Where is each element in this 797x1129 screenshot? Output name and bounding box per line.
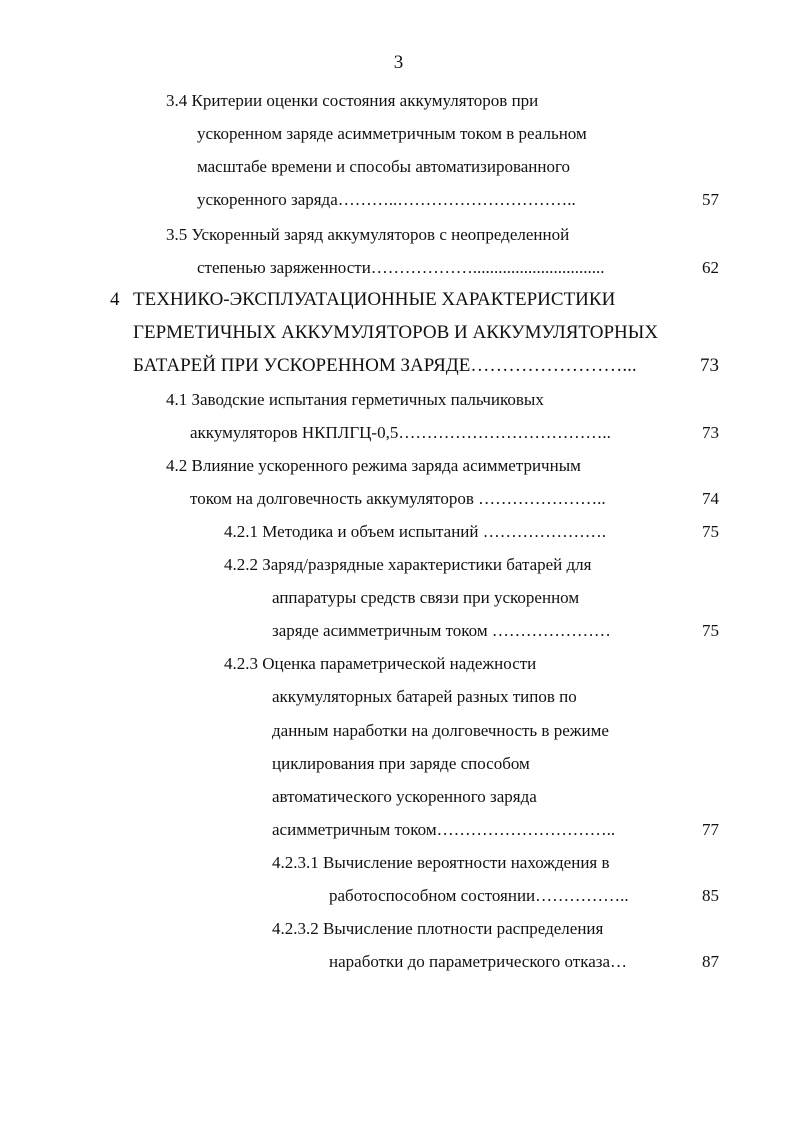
toc-line: циклирования при заряде способом	[272, 754, 530, 773]
toc-page-number: 73	[700, 355, 719, 376]
toc-page-number: 75	[702, 522, 719, 541]
toc-line: степенью заряженности………………...............................	[197, 258, 605, 277]
toc-line: 4.2.2 Заряд/разрядные характеристики батарей для	[224, 555, 592, 574]
toc-line: автоматического ускоренного заряда	[272, 787, 537, 806]
toc-line: 4.2.1 Методика и объем испытаний ………………….	[224, 522, 607, 541]
page-number: 3	[393, 52, 404, 73]
toc-line: 3.4 Критерии оценки состояния аккумуляторов при	[166, 91, 539, 110]
toc-page-number: 62	[702, 258, 719, 277]
toc-line: ГЕРМЕТИЧНЫХ АККУМУЛЯТОРОВ И АККУМУЛЯТОРНЫХ	[133, 322, 659, 343]
toc-line: аппаратуры средств связи при ускоренном	[272, 588, 580, 607]
toc-page-number: 77	[702, 820, 719, 839]
toc-line: ускоренного заряда………..…………………………..	[197, 190, 576, 209]
toc-page-number: 57	[702, 190, 719, 209]
toc-page-number: 85	[702, 886, 719, 905]
toc-line: наработки до параметрического отказа…	[329, 952, 628, 971]
toc-page-number: 87	[702, 952, 719, 971]
toc-line: током на долговечность аккумуляторов …………………..	[190, 489, 606, 508]
toc-line: заряде асимметричным током …………………	[272, 621, 611, 640]
toc-page-number: 75	[702, 621, 719, 640]
toc-line: ускоренном заряде асимметричным током в реальном	[197, 124, 587, 143]
toc-line: аккумуляторов НКПЛГЦ-0,5………………………………..	[190, 423, 611, 442]
toc-line: 4.2.3 Оценка параметрической надежности	[224, 654, 537, 673]
toc-line: 4.2.3.1 Вычисление вероятности нахождения в	[272, 853, 610, 872]
toc-line: работоспособном состоянии……………..	[329, 886, 629, 905]
toc-line: данным наработки на долговечность в режиме	[272, 721, 609, 740]
toc-line: ТЕХНИКО-ЭКСПЛУАТАЦИОННЫЕ ХАРАКТЕРИСТИКИ	[133, 289, 616, 310]
toc-line: асимметричным током…………………………..	[272, 820, 616, 839]
toc-line: аккумуляторных батарей разных типов по	[272, 687, 577, 706]
toc-page-number: 74	[702, 489, 719, 508]
toc-line: 4.2.3.2 Вычисление плотности распределения	[272, 919, 604, 938]
toc-line: масштабе времени и способы автоматизированного	[197, 157, 571, 176]
toc-line: БАТАРЕЙ ПРИ УСКОРЕННОМ ЗАРЯДЕ……………………...	[133, 355, 637, 376]
toc-line: 4.2 Влияние ускоренного режима заряда асимметричным	[166, 456, 581, 475]
toc-line: 3.5 Ускоренный заряд аккумуляторов с неопределенной	[166, 225, 570, 244]
toc-page-number: 73	[702, 423, 719, 442]
toc-chapter-number: 4	[110, 289, 120, 310]
toc-line: 4.1 Заводские испытания герметичных пальчиковых	[166, 390, 544, 409]
